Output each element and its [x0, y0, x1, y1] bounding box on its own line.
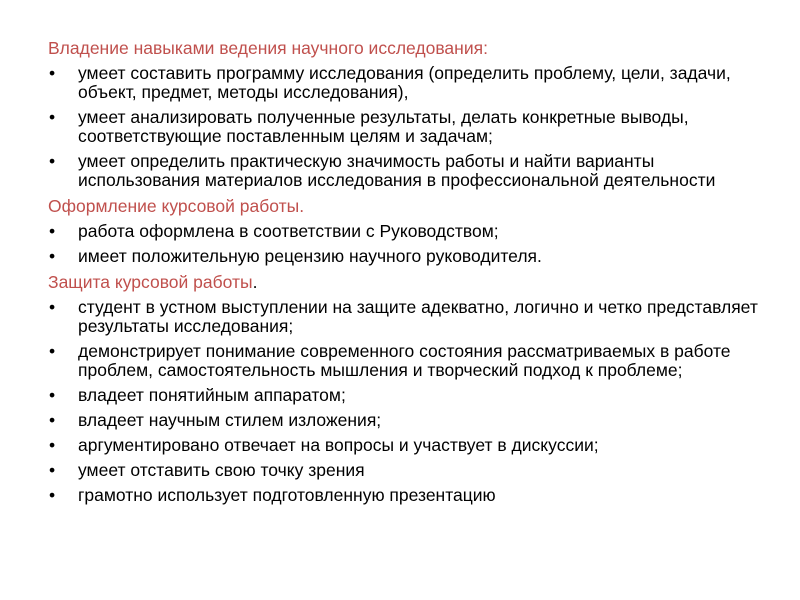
bullet-icon: • — [49, 151, 56, 171]
list-item — [48, 342, 768, 380]
section-research-skills — [48, 38, 768, 190]
bullet-icon: • — [49, 63, 56, 83]
section-heading: Оформление курсовой работы. — [48, 196, 305, 216]
slide-content — [48, 38, 768, 511]
bullet-list — [48, 222, 768, 266]
bullet-icon: • — [49, 385, 56, 405]
list-item — [48, 386, 768, 405]
section-heading — [48, 272, 768, 292]
list-item — [48, 436, 768, 455]
list-item — [48, 108, 768, 146]
list-item — [48, 298, 768, 336]
section-heading-text: Защита курсовой работы — [48, 272, 253, 292]
list-item — [48, 152, 768, 190]
section-coursework-formatting — [48, 196, 768, 266]
bullet-icon: • — [49, 341, 56, 361]
bullet-icon: • — [49, 410, 56, 430]
bullet-icon: • — [49, 107, 56, 127]
list-item-text: умеет отставить свою точку зрения — [78, 460, 365, 480]
bullet-icon: • — [49, 246, 56, 266]
list-item-text: грамотно использует подготовленную презентацию — [78, 485, 496, 505]
section-coursework-defense — [48, 272, 768, 505]
list-item-text: демонстрирует понимание современного состояния рассматриваемых в работе проблем, самостоятельность мышления и творческий подход к проблеме; — [78, 341, 731, 380]
list-item-text: имеет положительную рецензию научного руководителя. — [78, 246, 542, 266]
list-item — [48, 222, 768, 241]
list-item-text: владеет понятийным аппаратом; — [78, 385, 346, 405]
bullet-list — [48, 298, 768, 505]
list-item-text: умеет анализировать полученные результаты, делать конкретные выводы, соответствующие поставленным целям и задачам; — [78, 107, 689, 146]
list-item-text: умеет определить практическую значимость работы и найти варианты использования материалов исследования в профессиональной деятельности — [78, 151, 716, 190]
bullet-icon: • — [49, 297, 56, 317]
list-item-text: студент в устном выступлении на защите адекватно, логично и четко представляет результаты исследования; — [78, 297, 758, 336]
section-heading-suffix: . — [252, 272, 258, 292]
bullet-icon: • — [49, 435, 56, 455]
bullet-icon: • — [49, 485, 56, 505]
list-item — [48, 461, 768, 480]
list-item — [48, 486, 768, 505]
list-item — [48, 247, 768, 266]
bullet-icon: • — [49, 221, 56, 241]
list-item-text: умеет составить программу исследования (определить проблему, цели, задачи, объект, предмет, методы исследования), — [78, 63, 731, 102]
list-item — [48, 64, 768, 102]
bullet-list — [48, 64, 768, 190]
bullet-icon: • — [49, 460, 56, 480]
section-heading: Владение навыками ведения научного исследования: — [48, 38, 488, 58]
list-item — [48, 411, 768, 430]
list-item-text: работа оформлена в соответствии с Руководством; — [78, 221, 499, 241]
list-item-text: аргументировано отвечает на вопросы и участвует в дискуссии; — [78, 435, 599, 455]
list-item-text: владеет научным стилем изложения; — [78, 410, 382, 430]
